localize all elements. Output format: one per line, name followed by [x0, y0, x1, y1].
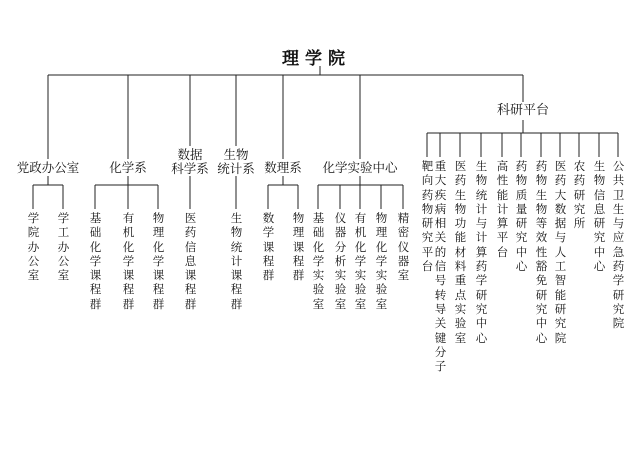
- leaf-physical-chem-courses: 物理化学课程群: [152, 211, 165, 311]
- leaf-medical-info-courses: 医药信息课程群: [184, 211, 197, 311]
- leaf-bioinformatics-center: 生物信息研究中心: [593, 159, 606, 274]
- leaf-targeted-drug-platform: 靶向药物研究平台: [421, 159, 434, 274]
- leaf-organic-chem-courses: 有机化学课程群: [122, 211, 135, 311]
- dept-bio-statistics-line2: 统计系: [217, 161, 255, 176]
- leaf-hpc-platform: 高性能计算平台: [496, 159, 509, 259]
- dept-data-science-line1: 数据: [177, 147, 203, 162]
- leaf-college-office: 学院办公室: [27, 211, 40, 283]
- dept-math-physics: 数理系: [264, 160, 302, 175]
- leaf-drug-quality-center: 药物质量研究中心: [515, 159, 528, 274]
- research-platform: 科研平台: [496, 103, 549, 118]
- dept-chemistry: 化学系: [109, 160, 147, 175]
- leaf-basic-chem-lab: 基础化学实验室: [312, 211, 325, 311]
- leaf-pesticide-institute: 农药研究所: [573, 159, 586, 231]
- leaf-organic-chem-lab: 有机化学实验室: [354, 211, 367, 311]
- leaf-basic-chem-courses: 基础化学课程群: [89, 211, 102, 311]
- leaf-biostat-computational-pharmacy-center: 生物统计与计算药学研究中心: [475, 159, 488, 345]
- dept-bio-statistics-line1: 生物: [223, 147, 249, 162]
- leaf-biofunctional-materials-lab: 医药生物功能材料重点实验室: [454, 159, 467, 345]
- leaf-medical-bigdata-ai-institute: 医药大数据与人工智能研究院: [554, 159, 567, 345]
- leaf-math-courses: 数学课程群: [262, 211, 275, 283]
- leaf-precision-instrument-room: 精密仪器室: [397, 211, 410, 283]
- leaf-student-affairs-office: 学工办公室: [57, 211, 70, 283]
- leaf-bioequivalence-waiver-center: 药物生物等效性豁免研究中心: [535, 159, 548, 345]
- leaf-bio-stat-courses: 生物统计课程群: [230, 211, 243, 311]
- root-node-title: 理学院: [282, 49, 351, 69]
- dept-data-science: [170, 148, 210, 176]
- dept-bio-statistics: [215, 148, 257, 176]
- leaf-instrument-analysis-lab: 仪器分析实验室: [334, 211, 347, 311]
- leaf-physical-chem-lab: 物理化学实验室: [375, 211, 388, 311]
- leaf-physics-courses: 物理课程群: [292, 211, 305, 283]
- dept-chem-lab-center: 化学实验中心: [322, 160, 398, 175]
- dept-data-science-line2: 科学系: [171, 161, 209, 176]
- dept-dangzheng-office: 党政办公室: [16, 160, 80, 175]
- leaf-signal-transduction-molecules: 重大疾病相关的信号转导关键分子: [434, 159, 447, 374]
- leaf-public-health-emergency-pharmacy: 公共卫生与应急药学研究院: [612, 159, 625, 331]
